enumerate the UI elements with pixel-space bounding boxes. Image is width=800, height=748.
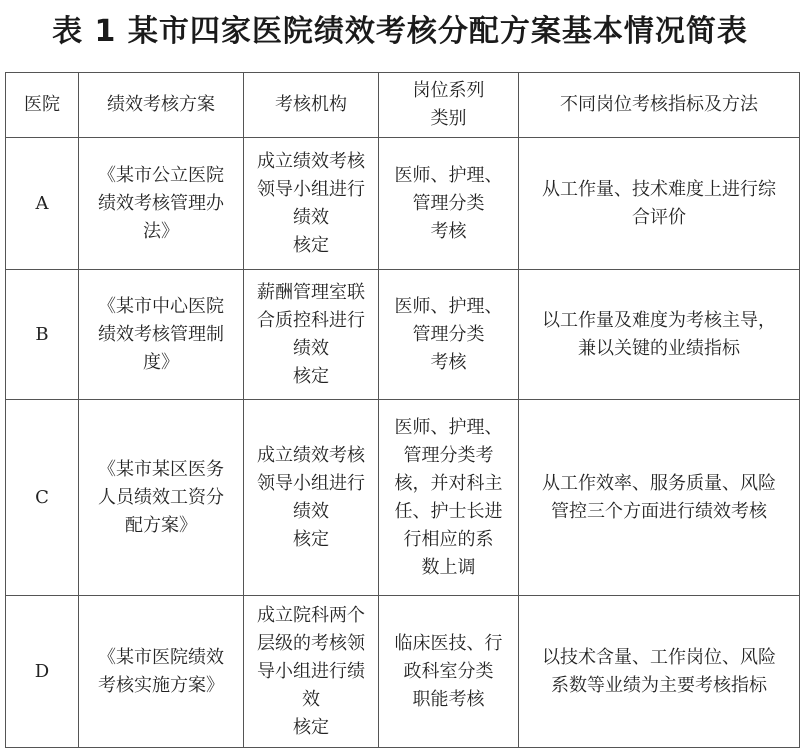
cell-category: 医师、护理、 管理分类 考核 bbox=[379, 138, 519, 270]
cell-hospital: C bbox=[6, 400, 79, 596]
cell-method: 从工作量、技术难度上进行综 合评价 bbox=[519, 138, 800, 270]
cell-plan: 《某市医院绩效 考核实施方案》 bbox=[79, 596, 244, 748]
header-category: 岗位系列 类别 bbox=[379, 73, 519, 138]
cell-category: 医师、护理、 管理分类 考核 bbox=[379, 270, 519, 400]
cell-method: 以工作量及难度为考核主导， 兼以关键的业绩指标 bbox=[519, 270, 800, 400]
cell-org: 成立绩效考核 领导小组进行 绩效 核定 bbox=[244, 138, 379, 270]
cell-method: 从工作效率、服务质量、风险 管控三个方面进行绩效考核 bbox=[519, 400, 800, 596]
table-row bbox=[6, 596, 800, 748]
cell-org: 成立绩效考核 领导小组进行 绩效 核定 bbox=[244, 400, 379, 596]
cell-plan: 《某市公立医院 绩效考核管理办 法》 bbox=[79, 138, 244, 270]
header-method: 不同岗位考核指标及方法 bbox=[519, 73, 800, 138]
header-plan: 绩效考核方案 bbox=[79, 73, 244, 138]
cell-category: 医师、护理、 管理分类考 核，并对科主 任、护士长进 行相应的系 数上调 bbox=[379, 400, 519, 596]
table-title: 表 1 某市四家医院绩效考核分配方案基本情况简表 bbox=[52, 14, 748, 49]
cell-category: 临床医技、行 政科室分类 职能考核 bbox=[379, 596, 519, 748]
hospital-performance-table bbox=[5, 72, 800, 748]
table-row bbox=[6, 270, 800, 400]
cell-org: 成立院科两个 层级的考核领 导小组进行绩 效 核定 bbox=[244, 596, 379, 748]
cell-hospital: D bbox=[6, 596, 79, 748]
cell-hospital: B bbox=[6, 270, 79, 400]
table-row bbox=[6, 400, 800, 596]
header-hospital: 医院 bbox=[6, 73, 79, 138]
cell-hospital: A bbox=[6, 138, 79, 270]
cell-plan: 《某市某区医务 人员绩效工资分 配方案》 bbox=[79, 400, 244, 596]
cell-plan: 《某市中心医院 绩效考核管理制 度》 bbox=[79, 270, 244, 400]
cell-method: 以技术含量、工作岗位、风险 系数等业绩为主要考核指标 bbox=[519, 596, 800, 748]
cell-org: 薪酬管理室联 合质控科进行 绩效 核定 bbox=[244, 270, 379, 400]
header-org: 考核机构 bbox=[244, 73, 379, 138]
table-header-row bbox=[6, 73, 800, 138]
table-row bbox=[6, 138, 800, 270]
